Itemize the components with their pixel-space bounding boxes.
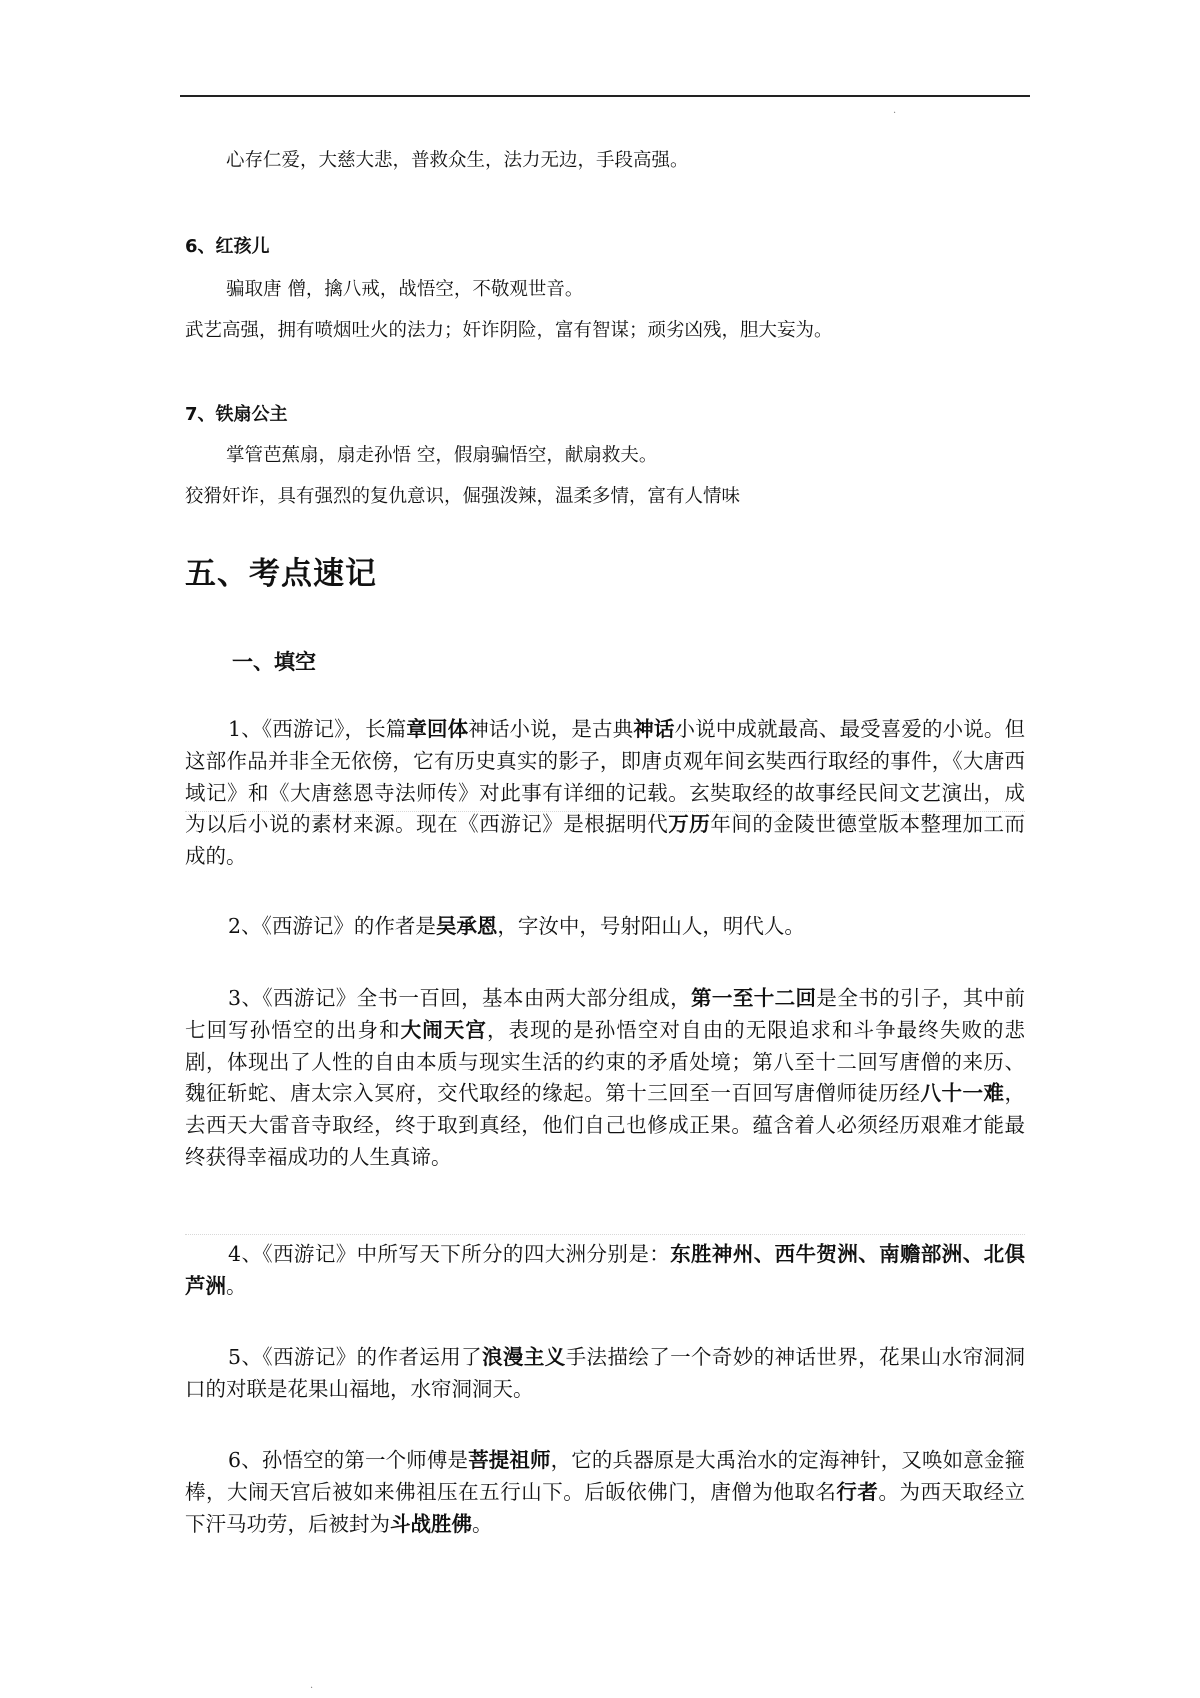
character-heading: 6、红孩儿 [185, 236, 270, 257]
answer-bold: 东胜神州、西牛贺洲、南赡部洲、北俱芦洲 [185, 1242, 1026, 1298]
question-paragraph [185, 714, 1025, 873]
character-deeds: 掌管芭蕉扇，扇走孙悟 空，假扇骗悟空，献扇救夫。 [226, 445, 658, 466]
question-paragraph [185, 911, 1025, 943]
question-text: ，字汝中，号射阳山人，明代人。 [497, 914, 805, 938]
answer-bold: 神话 [633, 717, 675, 741]
question-text: 6、孙悟空的第一个师傅是 [228, 1448, 469, 1472]
dotted-divider [185, 1234, 1025, 1235]
subsection-title: 一、填空 [232, 649, 316, 674]
question-text: 。 [472, 1511, 493, 1536]
question-text: 4、《西游记》中所写天下所分的四大洲分别是： [228, 1242, 671, 1266]
scan-speck: · [893, 108, 897, 119]
question-paragraph [185, 1239, 1025, 1303]
header-rule [180, 95, 1030, 97]
character-traits: 狡猾奸诈，具有强烈的复仇意识，倔强泼辣，温柔多情，富有人情味 [185, 486, 741, 507]
question-text: ，表现的是孙悟空对自由的无限追求和斗争最终失败的悲剧，体现出了人性的自由本质与现实生活的约束的矛盾处境；第八至十二回写唐僧的来历、魏征斩蛇、唐太宗入冥府，交代取经的缘起。第十三回至一百回写唐僧师徒历经 [185, 1017, 1026, 1106]
answer-bold: 行者 [836, 1479, 879, 1504]
answer-bold: 斗战胜佛 [390, 1511, 472, 1536]
question-text: 1、《西游记》，长篇 [228, 717, 407, 741]
question-text: ，去西天大雷音寺取经，终于取到真经，他们自己也修成正果。蕴含着人必须经历艰难才能最终获得幸福成功的人生真谛。 [185, 1081, 1026, 1169]
question-text: 。为西天取经立下汗马功劳，后被封为 [185, 1479, 1026, 1536]
character-deeds: 骗取唐 僧，擒八戒，战悟空，不敬观世音。 [226, 279, 584, 300]
question-text: 5、《西游记》的作者运用了 [228, 1345, 483, 1369]
question-text: 手法描绘了一个奇妙的神话世界，花果山水帘洞洞口的对联是花果山福地，水帘洞洞天。 [185, 1345, 1026, 1401]
question-paragraph [185, 983, 1025, 1174]
section-title: 五、考点速记 [185, 556, 377, 592]
question-text: 是全书的引子，其中前七回写孙悟空的出身和 [185, 986, 1026, 1042]
character-traits: 武艺高强，拥有喷烟吐火的法力；奸诈阴险，富有智谋；顽劣凶残，胆大妄为。 [185, 320, 833, 341]
answer-bold: 菩提祖师 [468, 1448, 551, 1472]
answer-bold: 浪漫主义 [482, 1345, 566, 1369]
intro-line: 心存仁爱，大慈大悲，普救众生，法力无边，手段高强。 [226, 150, 689, 171]
question-text: 。 [226, 1273, 247, 1298]
answer-bold: 章回体 [406, 717, 469, 741]
answer-bold: 万历 [668, 812, 711, 837]
answer-bold: 大闹天宫 [400, 1017, 487, 1042]
question-text: 3、《西游记》全书一百回，基本由两大部分组成， [228, 986, 692, 1010]
answer-bold: 第一至十二回 [691, 986, 817, 1010]
question-text: 2、《西游记》的作者是 [228, 914, 436, 938]
scan-speck: · [310, 1683, 314, 1694]
answer-bold: 八十一难 [920, 1081, 1005, 1106]
question-text: 小说中成就最高、最受喜爱的小说。但这部作品并非全无依傍，它有历史真实的影子，即唐贞观年间玄奘西行取经的事件，《大唐西域记》和《大唐慈恩寺法师传》对此事有详细的记载。玄奘取经的故事经民间文艺演出，成为以后小说的素材来源。现在《西游记》是根据明代 [185, 717, 1026, 837]
question-paragraph [185, 1342, 1025, 1406]
question-paragraph [185, 1445, 1025, 1540]
question-text: ，它的兵器原是大禹治水的定海神针，又唤如意金箍棒，大闹天宫后被如来佛祖压在五行山下。后皈依佛门，唐僧为他取名 [185, 1448, 1026, 1504]
question-text: 年间的金陵世德堂版本整理加工而成的。 [185, 812, 1026, 869]
dotted-divider [185, 811, 1025, 812]
character-heading: 7、铁扇公主 [185, 404, 288, 425]
answer-bold: 吴承恩 [435, 914, 498, 938]
question-text: 神话小说，是古典 [468, 717, 634, 741]
